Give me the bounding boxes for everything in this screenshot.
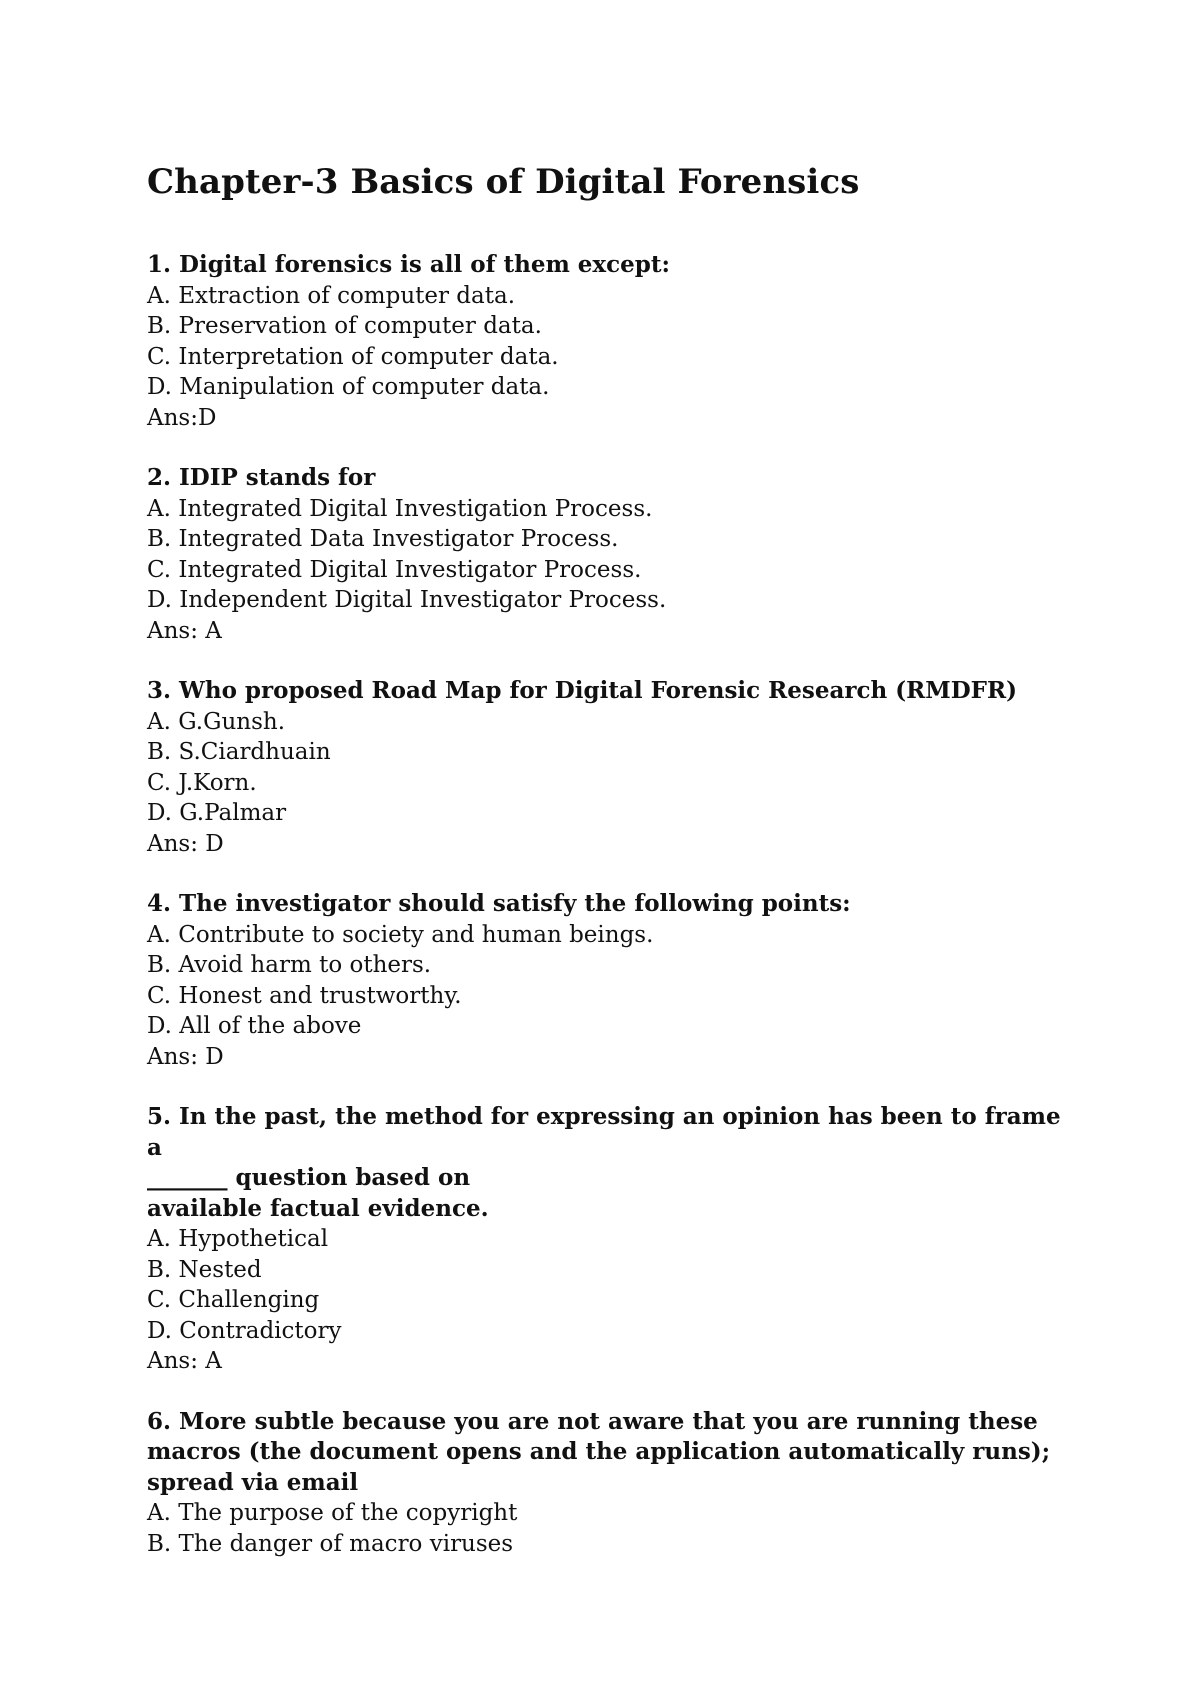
option-b: B. Nested: [147, 1256, 262, 1283]
option-a: A. Hypothetical: [147, 1226, 329, 1252]
question-line: spread via email: [147, 1468, 359, 1496]
answer: Ans: D: [147, 1043, 224, 1070]
option-a: A. G.Gunsh.: [147, 708, 286, 735]
question-text: [147, 1102, 1077, 1224]
question-text: [147, 463, 1077, 494]
question-line: 3. Who proposed Road Map for Digital Forensic Research (RMDFR): [147, 677, 1017, 704]
option-d: D. Independent Digital Investigator Process.: [147, 587, 667, 613]
question-text: [147, 1407, 1077, 1499]
option-a: A. The purpose of the copyright: [147, 1500, 518, 1526]
option-c: C. Interpretation of computer data.: [147, 343, 559, 370]
question-6: [147, 1407, 1077, 1560]
option-c: C. Honest and trustworthy.: [147, 982, 462, 1009]
question-text: [147, 676, 1077, 707]
option-c: C. Challenging: [147, 1287, 320, 1313]
option-d: D. Contradictory: [147, 1317, 342, 1344]
option-a: A. Integrated Digital Investigation Process.: [147, 495, 653, 522]
option-b: B. Integrated Data Investigator Process.: [147, 526, 619, 552]
question-text: [147, 889, 1077, 920]
question-2: [147, 463, 1077, 646]
question-1: [147, 250, 1077, 433]
question-text: [147, 250, 1077, 281]
option-b: B. Avoid harm to others.: [147, 952, 432, 978]
question-line: macros (the document opens and the application automatically runs);: [147, 1438, 1051, 1465]
option-b: B. The danger of macro viruses: [147, 1530, 514, 1557]
question-line: 1. Digital forensics is all of them except:: [147, 251, 670, 278]
page-title: Chapter-3 Basics of Digital Forensics: [147, 162, 860, 202]
option-a: A. Contribute to society and human beings.: [147, 921, 654, 948]
answer: Ans:D: [147, 404, 217, 431]
question-3: [147, 676, 1077, 859]
option-d: D. Manipulation of computer data.: [147, 374, 550, 400]
document-content: [147, 158, 1077, 1589]
question-line: 6. More subtle because you are not aware that you are running these: [147, 1407, 1038, 1435]
option-b: B. Preservation of computer data.: [147, 313, 542, 339]
option-a: A. Extraction of computer data.: [147, 282, 515, 309]
answer: Ans: A: [147, 617, 222, 644]
option-c: C. Integrated Digital Investigator Process.: [147, 556, 642, 583]
question-5: [147, 1102, 1077, 1377]
option-d: D. G.Palmar: [147, 800, 287, 826]
question-line: _______ question based on: [147, 1164, 471, 1191]
answer: Ans: D: [147, 830, 224, 857]
question-4: [147, 889, 1077, 1072]
question-line: 5. In the past, the method for expressing an opinion has been to frame a: [147, 1103, 1061, 1161]
question-line: 4. The investigator should satisfy the following points:: [147, 890, 851, 917]
option-c: C. J.Korn.: [147, 769, 257, 796]
option-b: B. S.Ciardhuain: [147, 739, 331, 765]
question-line: 2. IDIP stands for: [147, 464, 376, 491]
question-line: available factual evidence.: [147, 1194, 489, 1222]
option-d: D. All of the above: [147, 1013, 362, 1039]
answer: Ans: A: [147, 1348, 222, 1374]
